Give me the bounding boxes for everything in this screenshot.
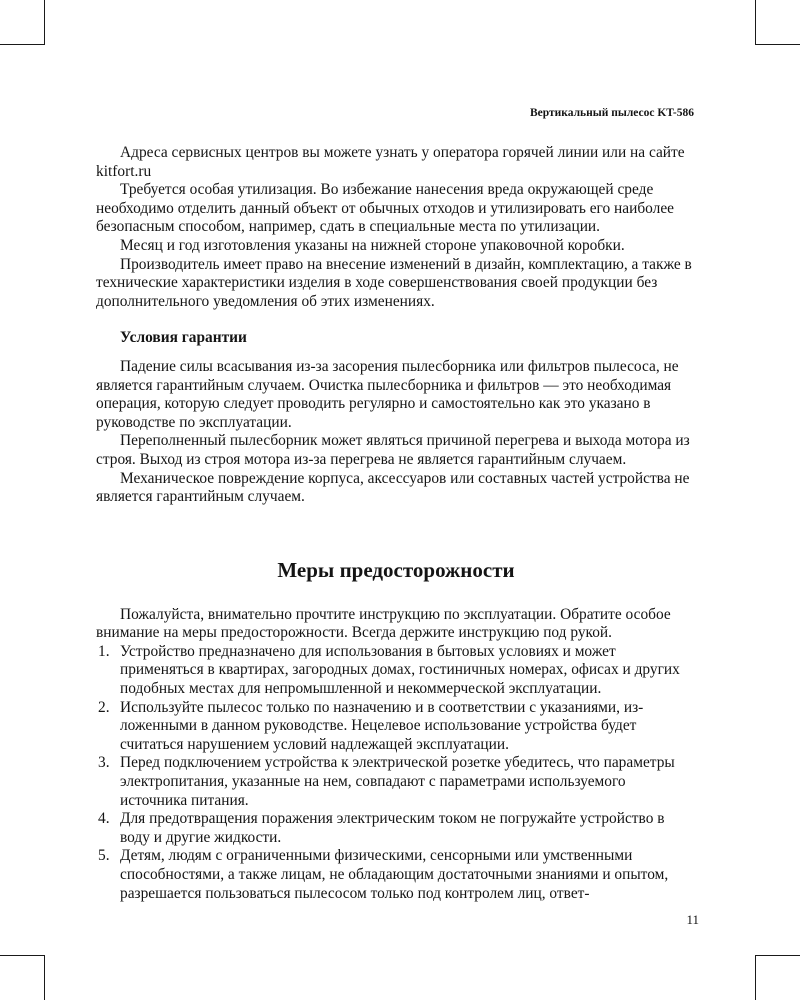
intro-paragraph: Адреса сервисных центров вы можете узнать у оператора горячей линии или на сайте kitfort.ru [96,144,685,180]
list-item [96,847,696,903]
crop-mark-right-bottom [755,955,800,956]
crop-mark-left-bottom [0,955,45,956]
list-item-text: Для предотвращения поражения электрическим током не погружайте устройство в воду и другие жидкости. [120,810,665,846]
list-item-number: 5. [98,847,110,865]
intro-paragraph: Требуется особая утилизация. Во избежание нанесения вреда окружающей среде необходимо отделить данный объект от обычных отходов и утилизировать его наиболее безопасным способом, например, сдать в специальные места по утилизации. [96,181,674,236]
crop-mark-left-top [0,44,45,45]
list-item [96,699,696,755]
intro-paragraph: Месяц и год изготовления указаны на нижней стороне упаковочной коробки. [120,236,625,254]
list-item-text: Детям, людям с ограниченными физическими, сенсорными или умственными способностями, а также лицам, не обладающим достаточными знаниями и опытом, разрешается пользоваться пылесосом только под контролем лиц, ответ- [120,847,669,902]
warranty-heading: Условия гарантии [120,329,247,347]
warranty-paragraph: Механическое повреждение корпуса, аксессуаров или составных частей устройства не является гарантийным случаем. [96,469,690,506]
crop-mark-bottom-left [44,955,45,1000]
list-item-number: 2. [98,698,110,716]
crop-mark-top-right [755,0,756,45]
precautions-intro: Пожалуйста, внимательно прочтите инструкцию по эксплуатации. Обратите особое внимание на меры предосторожности. Всегда держите инструкцию под рукой. [96,605,671,642]
page-number: 11 [686,912,699,927]
list-item-number: 3. [98,754,110,772]
list-item [96,754,696,810]
crop-mark-bottom-right [755,955,756,1000]
crop-mark-right-top [755,44,800,45]
list-item-text: Перед подключением устройства к электрической розетке убедитесь, что параметры электропитания, указанные на нем, совпадают с параметрами используемого источника питания. [120,754,675,809]
page-content [96,144,696,903]
list-item-number: 4. [98,810,110,828]
warranty-paragraph: Переполненный пылесборник может являться причиной перегрева и выхода мотора из строя. Выход из строя мотора из-за перегрева не является гарантийным случаем. [96,432,690,468]
warranty-paragraph: Падение силы всасывания из-за засорения пылесборника или фильтров пылесоса, не является гарантийным случаем. Очистка пылесборника и фильтров — это необходимая операция, которую следует проводить регулярно и самостоятельно как это указано в руководстве по эксплуатации. [96,357,679,431]
precautions-list [96,643,696,903]
list-item-text: Устройство предназначено для использования в бытовых условиях и может применяться в квартирах, загородных домах, гостиничных номерах, офисах и других подобных местах для непромышленной и некоммерческой эксплуатации. [120,642,680,698]
list-item-number: 1. [98,642,110,660]
list-item-text: Используйте пылесос только по назначению и в соответствии с указаниями, изложенными в данном руководстве. Нецелевое использование устройства будет считаться нарушением условий надлежащей эксплуатации. [120,698,644,753]
precautions-title: Меры предосторожности [277,557,515,582]
intro-paragraph: Производитель имеет право на внесение изменений в дизайн, комплектацию, а также в технические характеристики изделия в ходе совершенствования своей продукции без дополнительного уведомления об этих изменениях. [96,255,692,310]
crop-mark-top-left [44,0,45,45]
running-header: Вертикальный пылесос KT-586 [529,107,694,119]
list-item [96,810,696,847]
list-item [96,643,696,699]
